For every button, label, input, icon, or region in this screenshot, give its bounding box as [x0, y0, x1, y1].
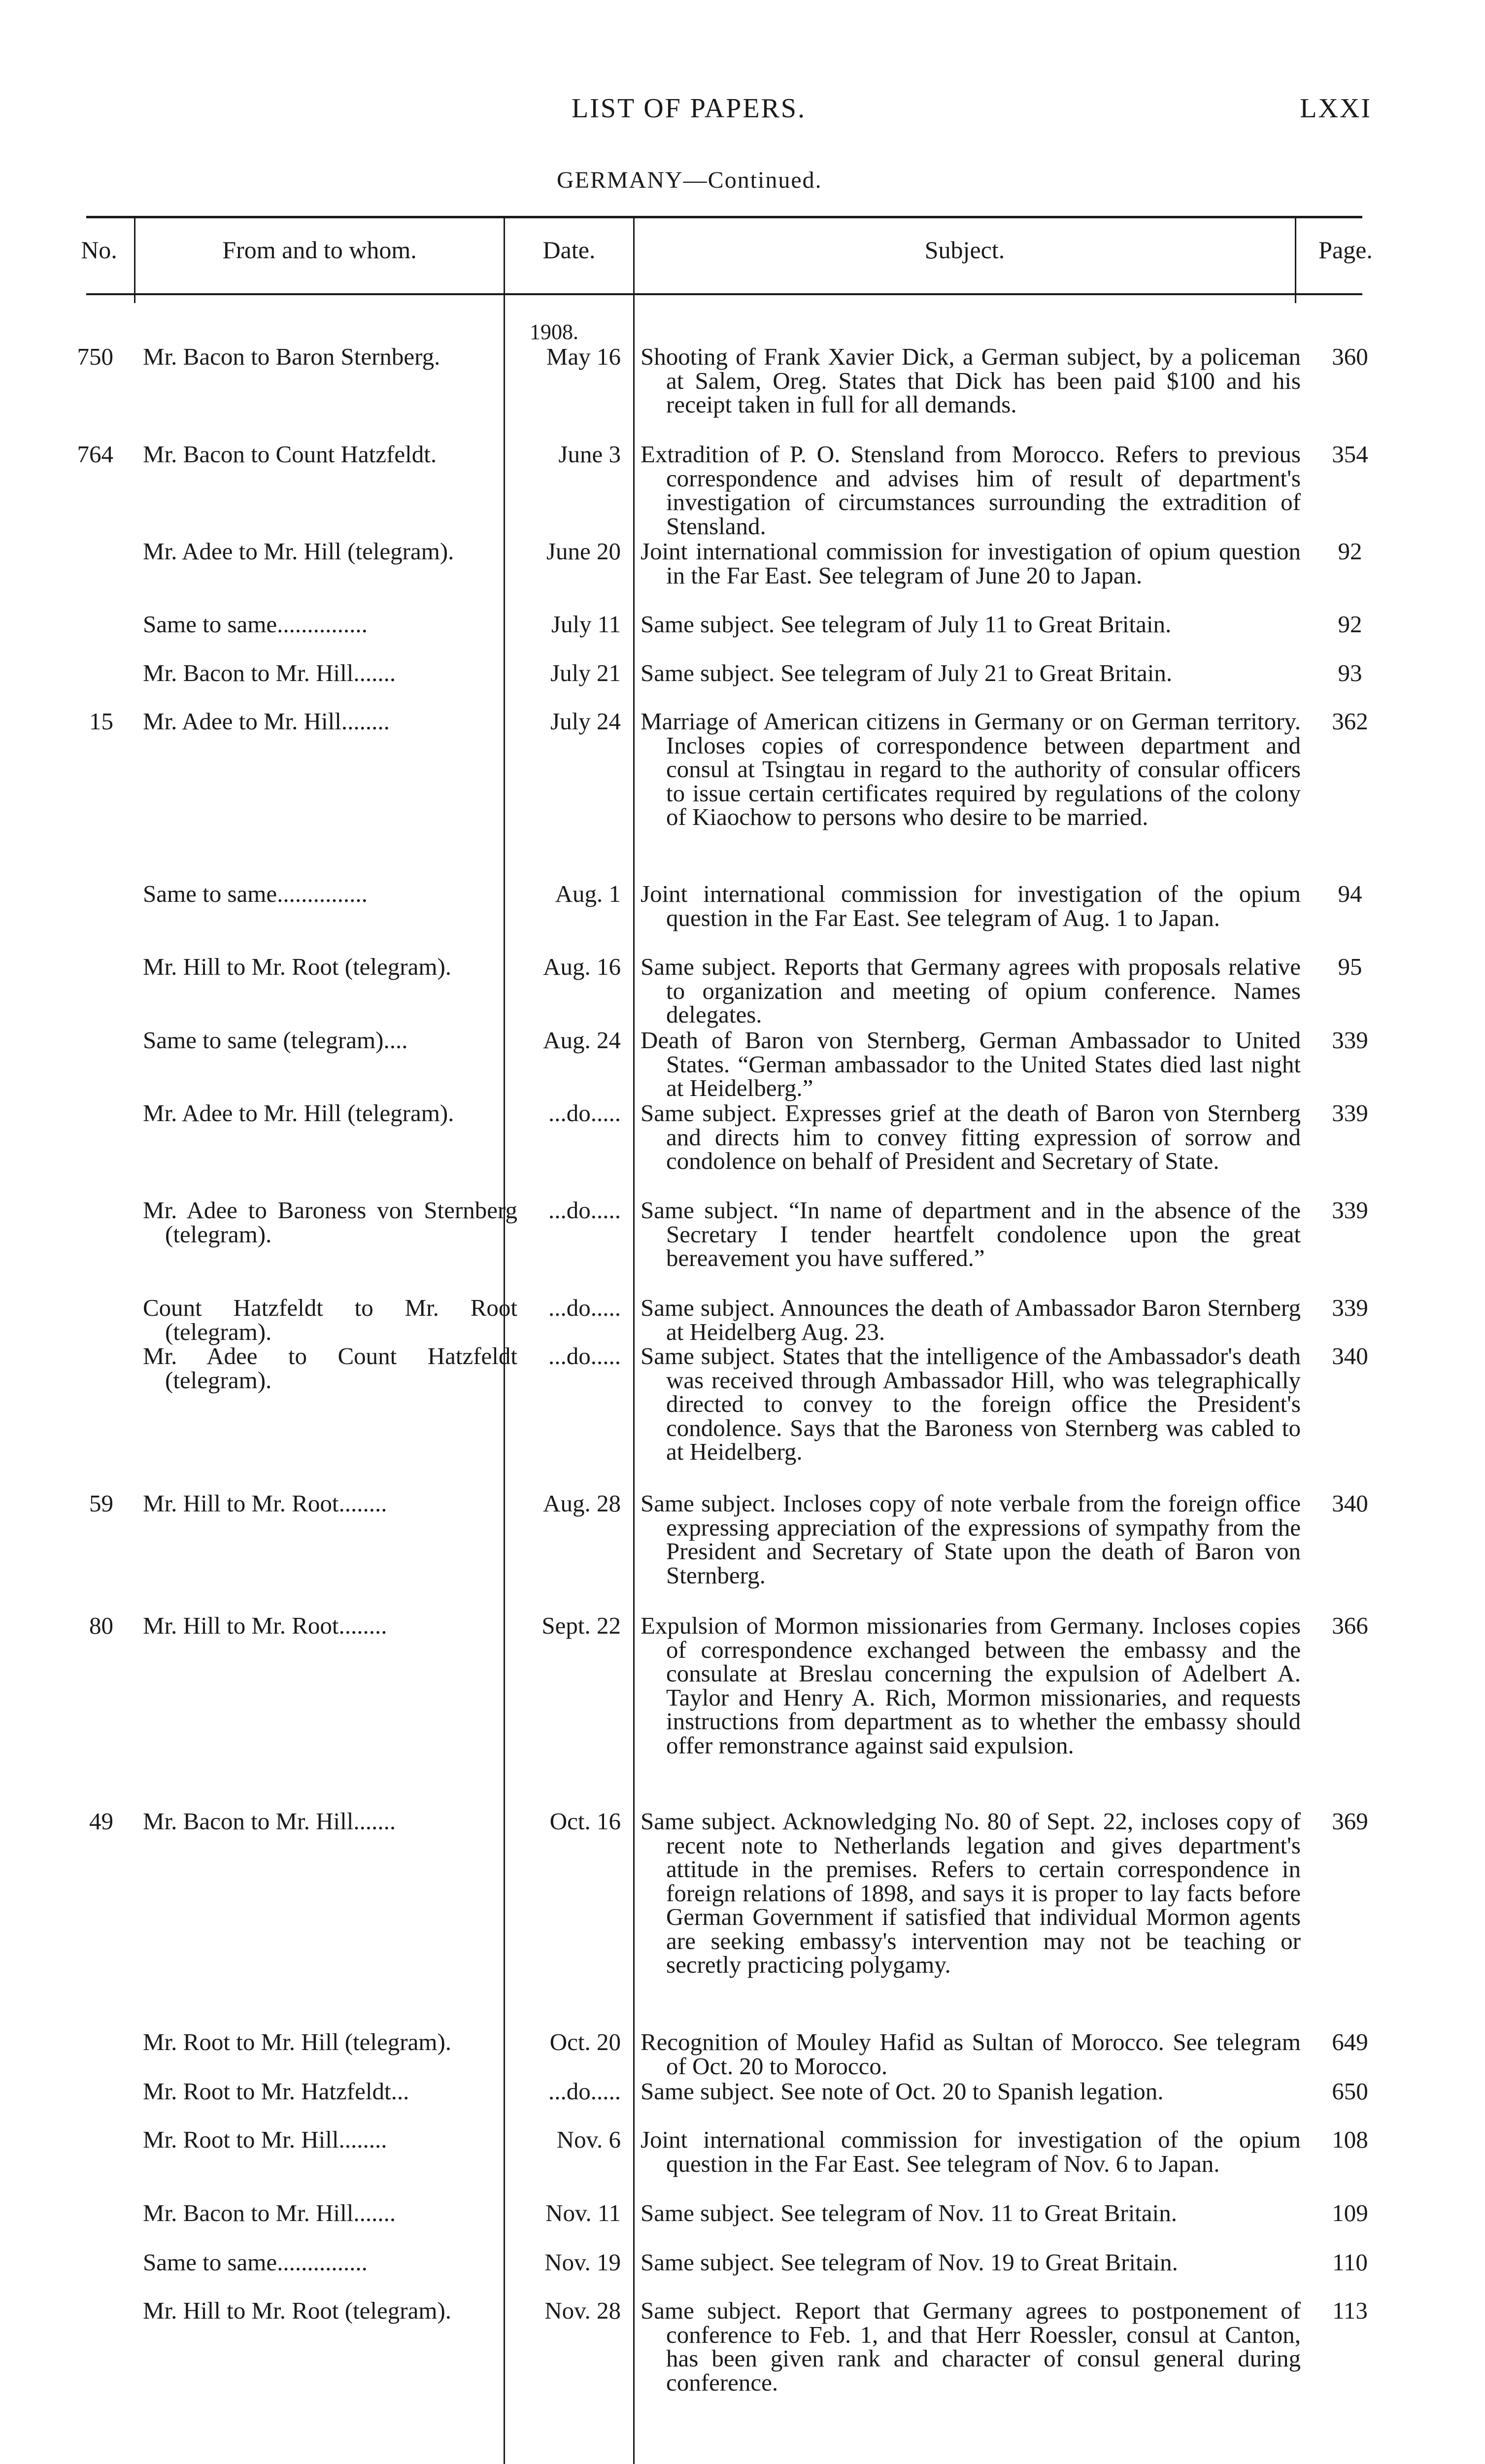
entry-subject: Same subject. Reports that Germany agrees with proposals relative to organization and meeting of opium conference. Names delegates. — [641, 953, 1301, 1028]
entry-page: 340 — [1332, 1342, 1368, 1369]
entry-from-to: Mr. Bacon to Baron Sternberg. — [143, 343, 440, 370]
entry-subject: Same subject. See telegram of July 11 to Great Britain. — [641, 611, 1172, 638]
entry-subject: Same subject. States that the intelligence of the Ambassador's death was received through Ambassador Hill, who was telegraphically directed to convey to the foreign office the President's condolence. Says that the Baroness von Sternberg was cabled to at Heidelberg. — [641, 1342, 1301, 1465]
entry-date: Nov. 11 — [545, 2199, 621, 2226]
entry-page: 110 — [1332, 2249, 1368, 2276]
entry-page: 95 — [1338, 953, 1362, 980]
entry-subject: Marriage of American citizens in Germany or on German territory. Incloses copies of correspondence between department and consul at Tsingtau in regard to the authority of consular officers to issue certain certificates required by regulations of the colony of Kiaochow to persons who desire to be married. — [641, 708, 1301, 830]
entry-subject: Same subject. See note of Oct. 20 to Spanish legation. — [641, 2078, 1164, 2105]
entry-date: ...do..... — [548, 1342, 621, 1369]
entry-from-to: Same to same............... — [143, 2249, 368, 2276]
entry-from-to: Mr. Hill to Mr. Root (telegram). — [143, 953, 452, 980]
entry-page: 354 — [1332, 441, 1368, 468]
entry-from-to: Mr. Adee to Mr. Hill (telegram). — [143, 1099, 454, 1127]
entry-subject: Same subject. Report that Germany agrees to postponement of conference to Feb. 1, and that Herr Roessler, consul at Canton, has been given rank and character of consul general during conference. — [641, 2297, 1301, 2396]
entry-date: Sept. 22 — [541, 1612, 621, 1639]
entry-subject: Same subject. See telegram of Nov. 19 to Great Britain. — [641, 2249, 1178, 2276]
page-number: LXXI — [1300, 93, 1372, 124]
entry-from-to: Same to same............... — [143, 880, 368, 907]
entry-subject: Joint international commission for investigation of opium question in the Far East. See telegram of June 20 to Japan. — [641, 538, 1301, 589]
entry-from-to: Mr. Root to Mr. Hill........ — [143, 2126, 387, 2153]
entry-date: ...do..... — [548, 1294, 621, 1321]
entry-from-to: Count Hatzfeldt to Mr. Root (telegram). — [143, 1294, 517, 1345]
entry-number: 80 — [89, 1612, 113, 1639]
year-label: 1908. — [530, 320, 578, 344]
entry-from-to: Mr. Hill to Mr. Root........ — [143, 1612, 387, 1639]
entry-from-to: Mr. Root to Mr. Hill (telegram). — [143, 2028, 452, 2055]
entry-date: Oct. 20 — [549, 2028, 621, 2055]
entry-page: 340 — [1332, 1490, 1368, 1517]
entry-subject: Recognition of Mouley Hafid as Sultan of Morocco. See telegram of Oct. 20 to Morocco. — [641, 2028, 1301, 2080]
entry-page: 93 — [1338, 659, 1362, 686]
entry-date: Oct. 16 — [549, 1808, 621, 1835]
entry-page: 92 — [1338, 538, 1362, 565]
column-header-date: Date. — [542, 236, 596, 264]
entry-page: 360 — [1332, 343, 1368, 370]
entry-date: June 3 — [558, 441, 621, 468]
entry-subject: Shooting of Frank Xavier Dick, a German subject, by a policeman at Salem, Oreg. States that Dick has been paid $100 and his receipt taken in full for all demands. — [641, 343, 1301, 418]
entry-from-to: Same to same (telegram).... — [143, 1027, 408, 1054]
entry-from-to: Mr. Bacon to Mr. Hill....... — [143, 1808, 396, 1835]
section-title: GERMANY—Continued. — [557, 167, 822, 193]
entry-from-to: Mr. Bacon to Mr. Hill....... — [143, 659, 396, 686]
entry-date: May 16 — [546, 343, 621, 370]
entry-date: Nov. 28 — [544, 2297, 621, 2324]
entry-from-to: Mr. Adee to Mr. Hill........ — [143, 708, 390, 735]
entry-page: 369 — [1332, 1808, 1368, 1835]
entry-subject: Extradition of P. O. Stensland from Morocco. Refers to previous correspondence and advises him of result of department's investigation of circumstances surrounding the extradition of Stensland. — [641, 441, 1301, 540]
entry-date: June 20 — [546, 538, 621, 565]
entry-date: Aug. 24 — [543, 1027, 621, 1054]
entry-date: ...do..... — [548, 1099, 621, 1127]
entry-subject: Same subject. “In name of department and in the absence of the Secretary I tender heartfelt condolence upon the great bereavement you have suffered.” — [641, 1197, 1301, 1271]
entry-subject: Expulsion of Mormon missionaries from Germany. Incloses copies of correspondence exchanged between the embassy and the consulate at Breslau concerning the expulsion of Adelbert A. Taylor and Henry A. Rich, Mormon missionaries, and requests instructions from department as to whether the embassy should offer remonstrance against said expulsion. — [641, 1612, 1301, 1759]
entry-from-to: Mr. Adee to Baroness von Sternberg (telegram). — [143, 1197, 517, 1248]
entry-from-to: Mr. Bacon to Mr. Hill....... — [143, 2199, 396, 2226]
entry-number: 764 — [77, 441, 113, 468]
entry-from-to: Mr. Hill to Mr. Root........ — [143, 1490, 387, 1517]
entry-subject: Same subject. Acknowledging No. 80 of Sept. 22, incloses copy of recent note to Netherlands legation and gives department's attitude in the premises. Refers to certain correspondence in foreign relations of 1898, and says it is proper to lay facts before German Government if satisfied that individual Mormon agents are seeking embassy's intervention may not be teaching or secretly practicing polygamy. — [641, 1808, 1301, 1978]
entry-page: 362 — [1332, 708, 1368, 735]
entry-from-to: Mr. Hill to Mr. Root (telegram). — [143, 2297, 452, 2324]
entry-subject: Same subject. See telegram of Nov. 11 to Great Britain. — [641, 2199, 1178, 2226]
entry-subject: Same subject. Announces the death of Ambassador Baron Sternberg at Heidelberg Aug. 23. — [641, 1294, 1301, 1345]
entry-subject: Same subject. Incloses copy of note verbale from the foreign office expressing appreciation of the expressions of sympathy from the President and Secretary of State upon the death of Baron von Sternberg. — [641, 1490, 1301, 1589]
entry-page: 339 — [1332, 1294, 1368, 1321]
entry-subject: Same subject. See telegram of July 21 to Great Britain. — [641, 659, 1173, 686]
entry-from-to: Mr. Adee to Count Hatzfeldt (telegram). — [143, 1342, 517, 1394]
entry-number: 49 — [89, 1808, 113, 1835]
entry-subject: Same subject. Expresses grief at the death of Baron von Sternberg and directs him to convey fitting expression of sorrow and condolence on behalf of President and Secretary of State. — [641, 1099, 1301, 1174]
entry-page: 339 — [1332, 1027, 1368, 1054]
entry-page: 92 — [1338, 611, 1362, 638]
entry-page: 339 — [1332, 1197, 1368, 1224]
running-title: LIST OF PAPERS. — [572, 93, 807, 124]
entry-number: 15 — [89, 708, 113, 735]
entry-page: 113 — [1332, 2297, 1368, 2324]
entry-number: 750 — [77, 343, 113, 370]
entry-from-to: Mr. Adee to Mr. Hill (telegram). — [143, 538, 454, 565]
entry-page: 109 — [1332, 2199, 1368, 2226]
entry-from-to: Mr. Bacon to Count Hatzfeldt. — [143, 441, 437, 468]
entry-page: 339 — [1332, 1099, 1368, 1127]
entry-date: ...do..... — [548, 1197, 621, 1224]
entry-page: 94 — [1338, 880, 1362, 907]
entry-page: 650 — [1332, 2078, 1368, 2105]
entry-from-to: Mr. Root to Mr. Hatzfeldt... — [143, 2078, 409, 2105]
entry-subject: Joint international commission for investigation of the opium question in the Far East. See telegram of Aug. 1 to Japan. — [641, 880, 1301, 931]
column-header-subject: Subject. — [924, 236, 1005, 264]
entry-date: Nov. 6 — [556, 2126, 621, 2153]
entry-page: 649 — [1332, 2028, 1368, 2055]
entry-number: 59 — [89, 1490, 113, 1517]
column-header-no: No. — [81, 236, 117, 264]
entry-date: July 11 — [551, 611, 621, 638]
entry-subject: Death of Baron von Sternberg, German Ambassador to United States. “German ambassador to the United States died last night at Heidelberg.” — [641, 1027, 1301, 1101]
entry-from-to: Same to same............... — [143, 611, 368, 638]
entry-date: July 24 — [550, 708, 621, 735]
column-header-from-to: From and to whom. — [222, 236, 417, 264]
entry-date: Nov. 19 — [544, 2249, 621, 2276]
entry-date: July 21 — [550, 659, 621, 686]
column-header-page: Page. — [1318, 236, 1373, 264]
entry-subject: Joint international commission for investigation of the opium question in the Far East. See telegram of Nov. 6 to Japan. — [641, 2126, 1301, 2177]
entry-date: ...do..... — [548, 2078, 621, 2105]
entry-page: 366 — [1332, 1612, 1368, 1639]
entry-date: Aug. 28 — [543, 1490, 621, 1517]
entry-date: Aug. 1 — [555, 880, 621, 907]
entry-date: Aug. 16 — [543, 953, 621, 980]
entry-page: 108 — [1332, 2126, 1368, 2153]
